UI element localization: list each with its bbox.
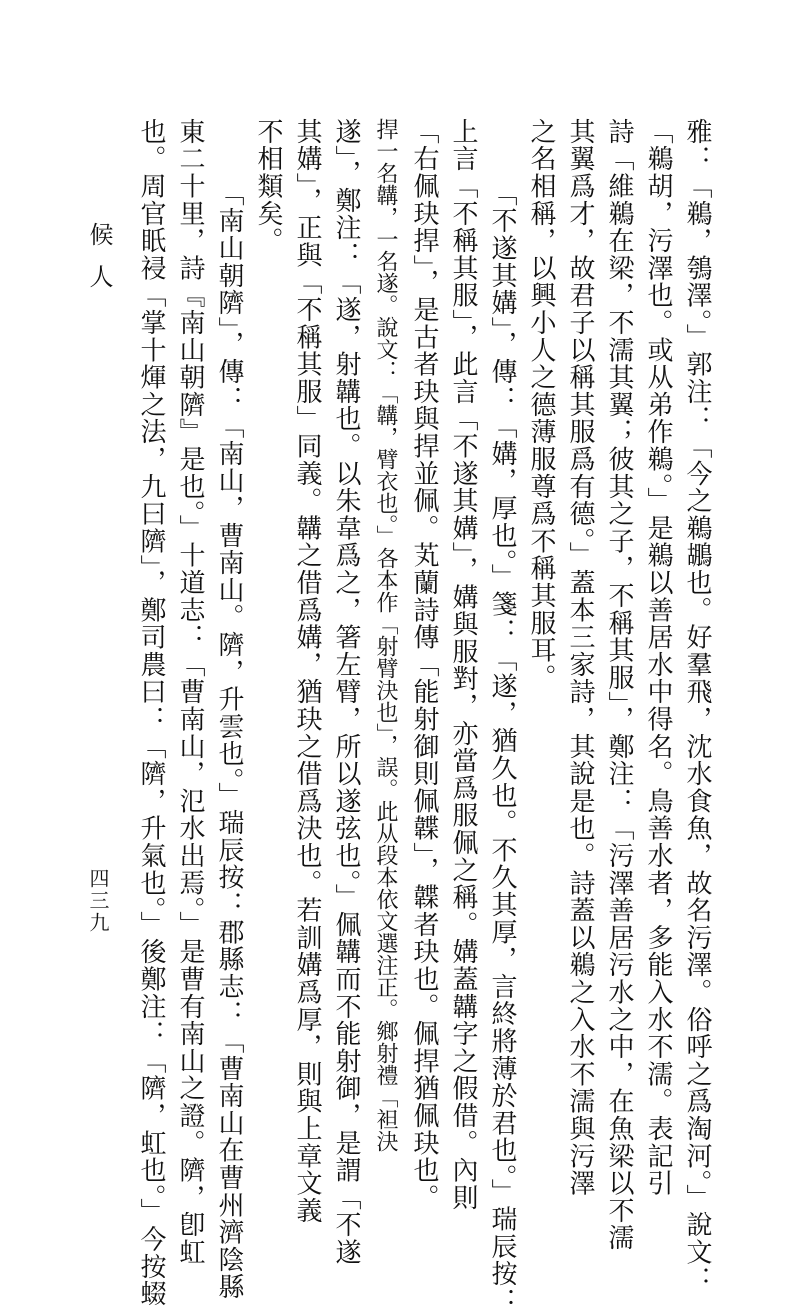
text-column: 也。周官眂祲「掌十煇之法，九曰隮」，鄭司農曰：「隮，升氣也。」後鄭注：「隮，虹也。」今按蝃 bbox=[136, 118, 166, 1308]
text-column: 東二十里，詩『南山朝隮』是也。」十道志：「曹南山，氾水出焉。」是曹有南山之證。隮，卽虹 bbox=[175, 118, 205, 1266]
page-number: 四三九 bbox=[86, 868, 110, 934]
text-column: 其媾」，正與「不稱其服」同義。韝之借爲媾，猶玦之借爲決也。若訓媾爲厚，則與上章文義 bbox=[292, 118, 322, 1225]
text-column: 不相類矣。 bbox=[253, 118, 283, 255]
text-column: 詩「維鵜在梁，不濡其翼；彼其之子，不稱其服」，鄭注：「污澤善居污水之中，在魚梁以不濡 bbox=[604, 118, 634, 1252]
text-column: 遂」，鄭注：「遂，射韝也。以朱韋爲之，箸左臂，所以遂弦也。」佩韝而不能射御，是謂「不遂 bbox=[331, 118, 361, 1266]
text-column: 其翼爲才，故君子以稱其服爲有德。」蓋本三家詩，其說是也。詩蓋以鵜之入水不濡與污澤 bbox=[565, 118, 595, 1197]
text-column: 「右佩玦捍」，是古者玦與捍並佩。芄蘭詩傳「能射御則佩韘」，韘者玦也。佩捍猶佩玦也。 bbox=[409, 118, 439, 1212]
text-column: 上言「不稱其服」，此言「不遂其媾」，媾與服對，亦當爲服佩之稱。媾蓋韝字之假借。內則 bbox=[448, 118, 478, 1212]
text-column: 「南山朝隮」，傳：「南山，曹南山。隮，升雲也。」瑞辰按：郡縣志：「曹南山在曹州濟陰縣 bbox=[214, 180, 244, 1301]
text-column: 捍一名韝，一名遂。說文：「韝，臂衣也。」各本作「射臂決也」，誤。此从段本依文選注正。鄉射禮「袒決 bbox=[373, 118, 398, 1152]
text-column: 之名相稱，以興小人之德薄服尊爲不稱其服耳。 bbox=[526, 118, 556, 692]
text-column: 「鵜胡，污澤也。或从弟作鵜。」是鵜以善居水中得名。鳥善水者，多能入水不濡。表記引 bbox=[643, 118, 673, 1197]
text-column: 「不遂其媾」，傳：「媾，厚也。」箋：「遂，猶久也。不久其厚，言終將薄於君也。」瑞辰按： bbox=[487, 180, 517, 1315]
running-title: 候人 bbox=[85, 222, 113, 306]
text-column: 雅：「鵜，鴮澤。」郭注：「今之鵜鶘也。好羣飛，沈水食魚，故名污澤。俗呼之爲淘河。」說文： bbox=[682, 118, 712, 1294]
